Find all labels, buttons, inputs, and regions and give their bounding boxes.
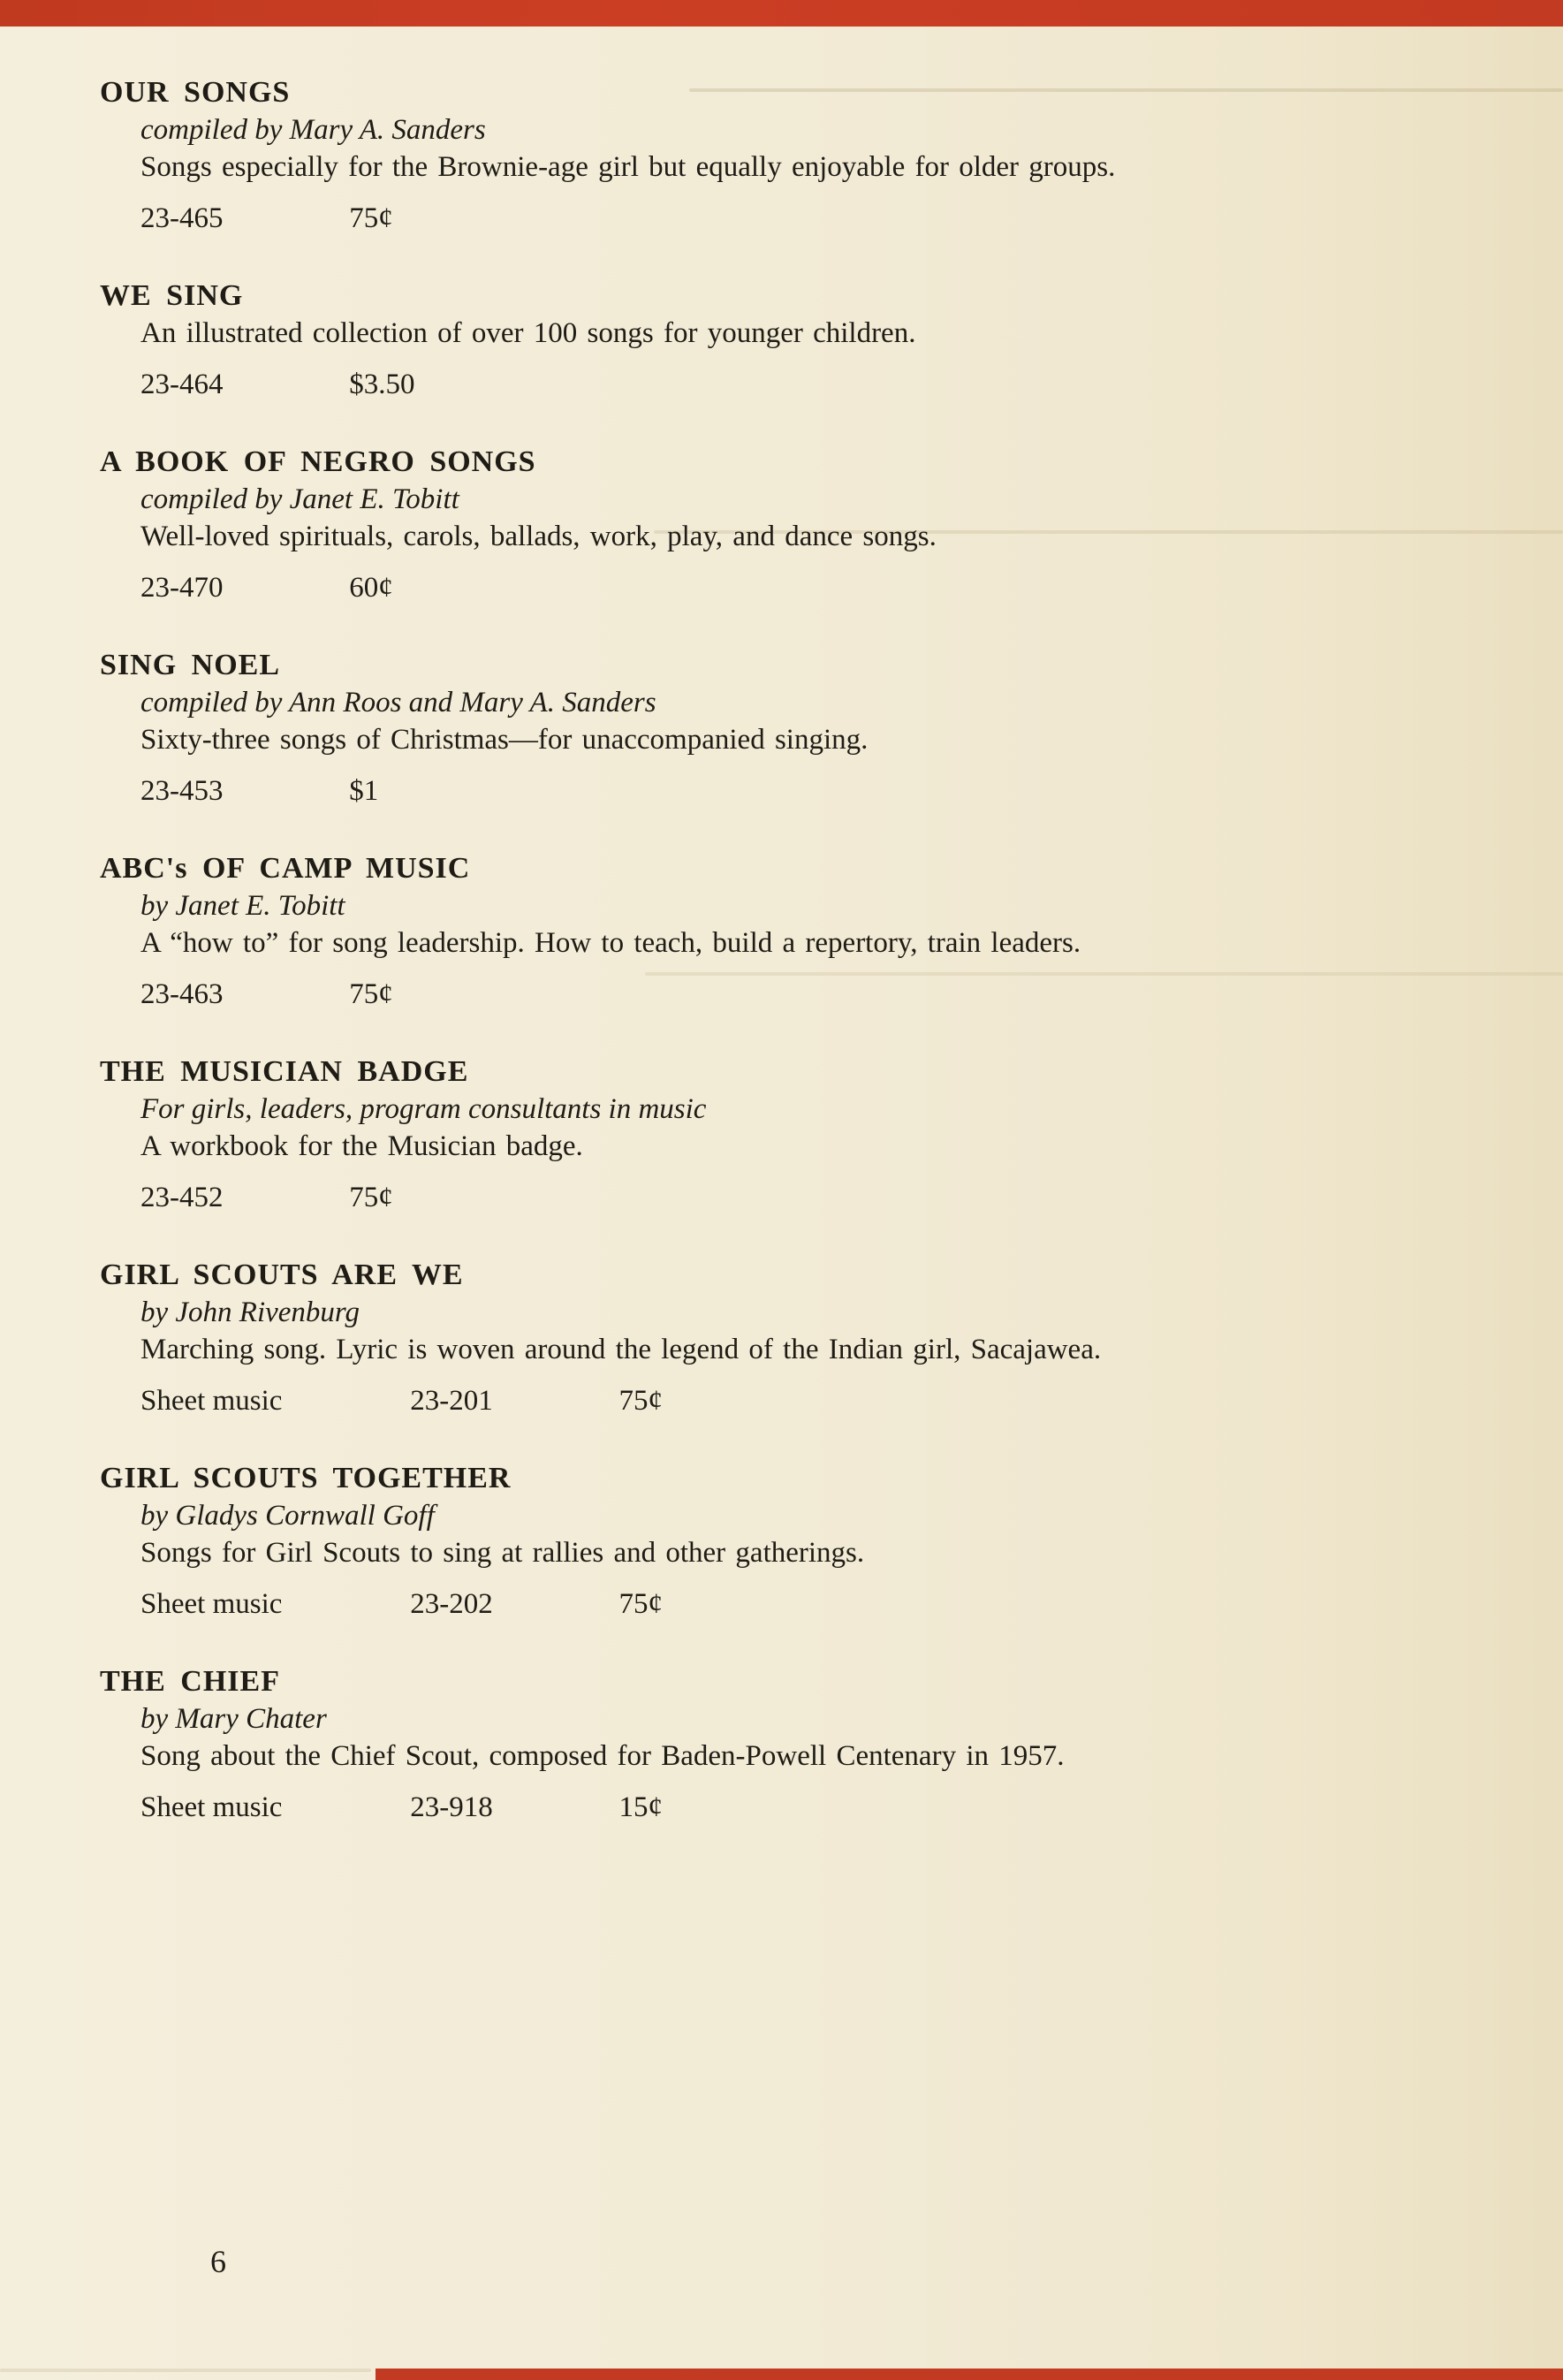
- entry-title: ABC's OF CAMP MUSIC: [100, 852, 471, 885]
- entry-price: $1: [349, 775, 379, 807]
- entry-price: 75¢: [618, 1385, 663, 1417]
- entry-byline: compiled by Mary A. Sanders: [140, 114, 486, 146]
- entry-price: 15¢: [618, 1791, 663, 1823]
- entry-byline: by John Rivenburg: [140, 1296, 360, 1328]
- entry-order-line: [140, 366, 1459, 403]
- entry-byline: by Mary Chater: [140, 1703, 327, 1735]
- entry-price: 75¢: [349, 978, 393, 1010]
- entry-price: 75¢: [349, 202, 393, 234]
- entry-title: A BOOK OF NEGRO SONGS: [100, 445, 536, 478]
- entry-title: THE MUSICIAN BADGE: [100, 1055, 469, 1088]
- entry-description: Marching song. Lyric is woven around the legend of the Indian girl, Sacajawea.: [140, 1334, 1102, 1365]
- entry-byline: compiled by Ann Roos and Mary A. Sanders: [140, 687, 656, 719]
- catalog-entry: [100, 647, 1459, 810]
- entry-byline: compiled by Janet E. Tobitt: [140, 483, 459, 515]
- entry-order-line: [140, 569, 1459, 606]
- entry-price: 75¢: [618, 1588, 663, 1620]
- entry-catalog-number: 23-918: [410, 1791, 493, 1823]
- entry-order-line: [140, 1382, 1459, 1419]
- entry-price: $3.50: [349, 369, 415, 400]
- entry-title: GIRL SCOUTS TOGETHER: [100, 1462, 512, 1494]
- entry-format-label: Sheet music: [140, 1385, 283, 1417]
- catalog-entry: [100, 278, 1459, 403]
- entry-description: A “how to” for song leadership. How to teach, build a repertory, train leaders.: [140, 927, 1081, 959]
- entry-catalog-number: 23-464: [140, 369, 224, 400]
- entry-order-line: [140, 1585, 1459, 1623]
- entry-price: 75¢: [349, 1182, 393, 1213]
- entry-description: Songs for Girl Scouts to sing at rallies and other gatherings.: [140, 1537, 865, 1569]
- entry-catalog-number: 23-452: [140, 1182, 224, 1213]
- entry-byline: by Gladys Cornwall Goff: [140, 1500, 435, 1532]
- entry-description: Sixty-three songs of Christmas—for unaccompanied singing.: [140, 724, 869, 756]
- entry-catalog-number: 23-201: [410, 1385, 493, 1417]
- entry-catalog-number: 23-465: [140, 202, 224, 234]
- entry-catalog-number: 23-470: [140, 572, 224, 604]
- bottom-accent-bar: [376, 2369, 1563, 2380]
- entry-order-line: [140, 1789, 1459, 1826]
- entry-title: WE SING: [100, 279, 244, 312]
- entry-description: An illustrated collection of over 100 songs for younger children.: [140, 317, 916, 349]
- catalog-entry: [100, 850, 1459, 1013]
- entry-catalog-number: 23-463: [140, 978, 224, 1010]
- entry-catalog-number: 23-202: [410, 1588, 493, 1620]
- catalog-entry: [100, 1053, 1459, 1216]
- catalog-entry: [100, 1257, 1459, 1419]
- entry-price: 60¢: [349, 572, 393, 604]
- entry-byline: by Janet E. Tobitt: [140, 890, 345, 922]
- entry-description: Well-loved spirituals, carols, ballads, work, play, and dance songs.: [140, 521, 937, 552]
- top-accent-bar: [0, 0, 1563, 27]
- entry-title: SING NOEL: [100, 649, 280, 681]
- entry-catalog-number: 23-453: [140, 775, 224, 807]
- entry-description: A workbook for the Musician badge.: [140, 1130, 583, 1162]
- entry-description: Songs especially for the Brownie-age girl but equally enjoyable for older groups.: [140, 151, 1116, 183]
- catalog-entry-list: [100, 74, 1459, 1867]
- catalog-entry: [100, 74, 1459, 237]
- entry-format-label: Sheet music: [140, 1588, 283, 1620]
- catalog-entry: [100, 1663, 1459, 1826]
- entry-description: Song about the Chief Scout, composed for Baden-Powell Centenary in 1957.: [140, 1740, 1065, 1772]
- catalog-entry: [100, 444, 1459, 606]
- entry-format-label: Sheet music: [140, 1791, 283, 1823]
- entry-order-line: [140, 200, 1459, 237]
- bleedthrough-artifact: [0, 2369, 371, 2372]
- entry-title: THE CHIEF: [100, 1665, 280, 1698]
- catalog-entry: [100, 1460, 1459, 1623]
- entry-title: OUR SONGS: [100, 76, 291, 109]
- entry-byline: For girls, leaders, program consultants in music: [140, 1093, 707, 1125]
- page-number: 6: [210, 2244, 226, 2279]
- entry-title: GIRL SCOUTS ARE WE: [100, 1258, 464, 1291]
- entry-order-line: [140, 1179, 1459, 1216]
- entry-order-line: [140, 772, 1459, 810]
- entry-order-line: [140, 976, 1459, 1013]
